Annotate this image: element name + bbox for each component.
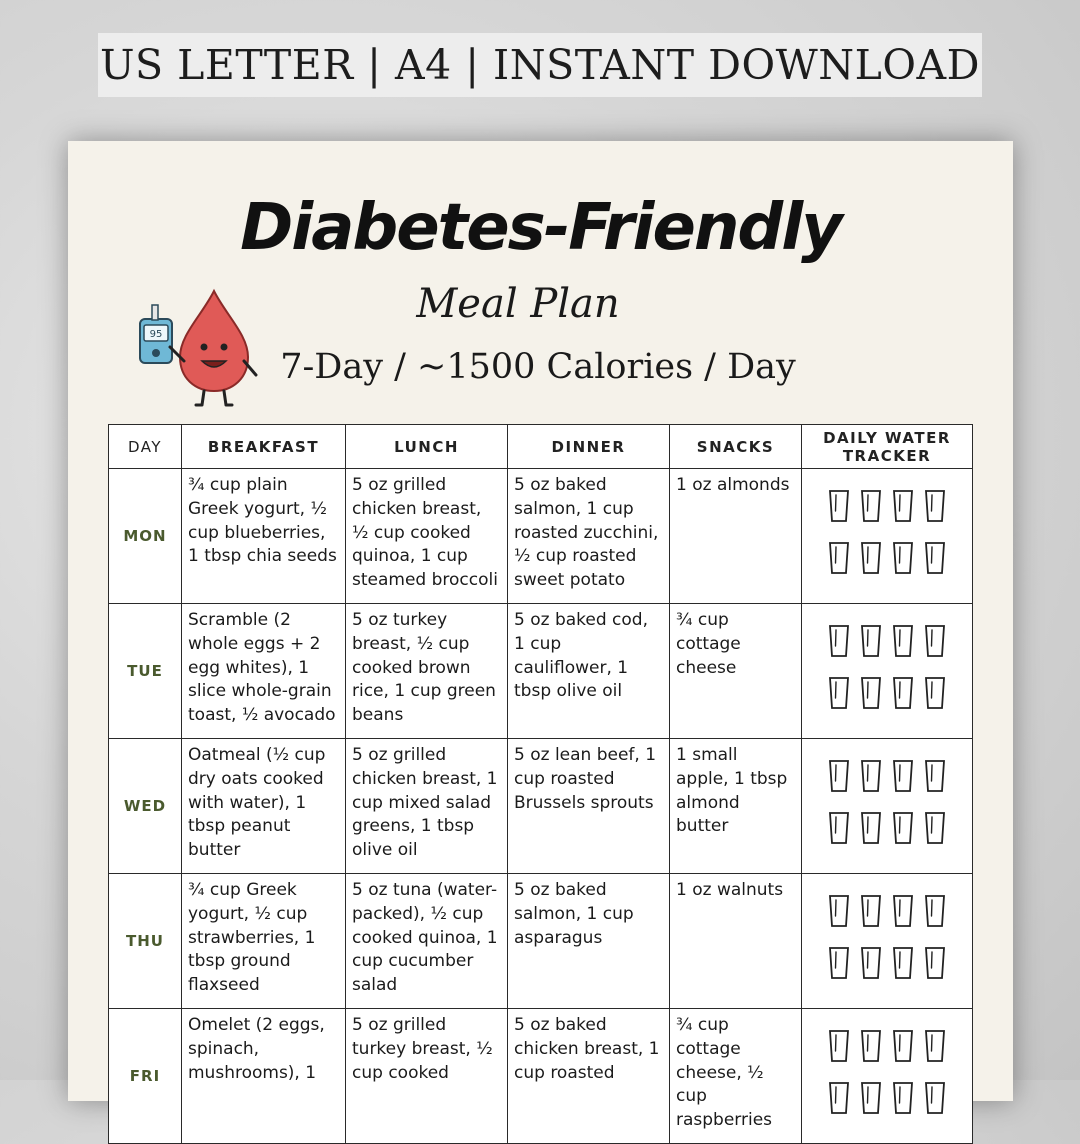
- day-label: FRI: [109, 1009, 182, 1144]
- day-label: MON: [109, 469, 182, 604]
- water-glasses: [802, 624, 972, 718]
- water-glass-icon[interactable]: [924, 946, 946, 988]
- format-banner: US LETTER | A4 | INSTANT DOWNLOAD: [98, 33, 982, 97]
- meter-reading: 95: [149, 329, 163, 340]
- water-tracker-cell: [802, 739, 973, 874]
- header-breakfast: BREAKFAST: [182, 425, 346, 469]
- water-glass-icon[interactable]: [892, 624, 914, 666]
- table-row: [109, 739, 973, 874]
- water-glass-icon[interactable]: [892, 541, 914, 583]
- page-title: Diabetes-Friendly: [240, 191, 841, 265]
- water-glass-icon[interactable]: [892, 1029, 914, 1071]
- water-glass-icon[interactable]: [924, 489, 946, 531]
- day-label: TUE: [109, 604, 182, 739]
- water-glass-icon[interactable]: [860, 489, 882, 531]
- header-day: DAY: [109, 425, 182, 469]
- table-header-row: [109, 425, 973, 469]
- water-glass-icon[interactable]: [860, 1081, 882, 1123]
- water-glass-icon[interactable]: [828, 1029, 850, 1071]
- water-glass-icon[interactable]: [924, 1081, 946, 1123]
- water-glass-icon[interactable]: [828, 489, 850, 531]
- lunch-cell: 5 oz grilled chicken breast, ½ cup cooked quinoa, 1 cup steamed broccoli: [346, 469, 508, 604]
- water-glass-icon[interactable]: [924, 811, 946, 853]
- lunch-cell: 5 oz grilled turkey breast, ½ cup cooked: [346, 1009, 508, 1144]
- water-tracker-cell: [802, 469, 973, 604]
- water-glass-icon[interactable]: [924, 541, 946, 583]
- table-row: [109, 469, 973, 604]
- header-lunch: LUNCH: [346, 425, 508, 469]
- table-row: [109, 604, 973, 739]
- snacks-cell: ¾ cup cottage cheese, ½ cup raspberries: [670, 1009, 802, 1144]
- lunch-cell: 5 oz tuna (water-packed), ½ cup cooked quinoa, 1 cup cucumber salad: [346, 874, 508, 1009]
- water-glass-icon[interactable]: [860, 1029, 882, 1071]
- lunch-cell: 5 oz grilled chicken breast, 1 cup mixed salad greens, 1 tbsp olive oil: [346, 739, 508, 874]
- water-glass-icon[interactable]: [860, 759, 882, 801]
- water-glasses: [802, 489, 972, 583]
- water-glass-icon[interactable]: [924, 676, 946, 718]
- table-row: [109, 874, 973, 1009]
- water-glass-icon[interactable]: [828, 541, 850, 583]
- breakfast-cell: Oatmeal (½ cup dry oats cooked with water), 1 tbsp peanut butter: [182, 739, 346, 874]
- day-label: THU: [109, 874, 182, 1009]
- dinner-cell: 5 oz baked salmon, 1 cup asparagus: [508, 874, 670, 1009]
- breakfast-cell: ¾ cup Greek yogurt, ½ cup strawberries, 1 tbsp ground flaxseed: [182, 874, 346, 1009]
- breakfast-cell: ¾ cup plain Greek yogurt, ½ cup blueberries, 1 tbsp chia seeds: [182, 469, 346, 604]
- water-glass-icon[interactable]: [924, 624, 946, 666]
- water-glass-icon[interactable]: [892, 811, 914, 853]
- day-label: WED: [109, 739, 182, 874]
- water-tracker-cell: [802, 874, 973, 1009]
- water-glass-icon[interactable]: [892, 1081, 914, 1123]
- dinner-cell: 5 oz lean beef, 1 cup roasted Brussels sprouts: [508, 739, 670, 874]
- header-dinner: DINNER: [508, 425, 670, 469]
- breakfast-cell: Omelet (2 eggs, spinach, mushrooms), 1: [182, 1009, 346, 1144]
- water-glass-icon[interactable]: [828, 894, 850, 936]
- calorie-line: 7-Day / ~1500 Calories / Day: [280, 347, 796, 387]
- water-glass-icon[interactable]: [828, 759, 850, 801]
- meal-plan-body: [109, 469, 973, 1144]
- water-glass-icon[interactable]: [892, 946, 914, 988]
- water-tracker-cell: [802, 604, 973, 739]
- table-row: [109, 1009, 973, 1144]
- header-water-tracker: DAILY WATER TRACKER: [802, 425, 973, 469]
- water-tracker-cell: [802, 1009, 973, 1144]
- snacks-cell: ¾ cup cottage cheese: [670, 604, 802, 739]
- dinner-cell: 5 oz baked salmon, 1 cup roasted zucchini, ½ cup roasted sweet potato: [508, 469, 670, 604]
- dinner-cell: 5 oz baked chicken breast, 1 cup roasted: [508, 1009, 670, 1144]
- water-glass-icon[interactable]: [828, 624, 850, 666]
- water-glass-icon[interactable]: [860, 676, 882, 718]
- meal-plan-table: [108, 424, 973, 1144]
- snacks-cell: 1 oz walnuts: [670, 874, 802, 1009]
- water-glass-icon[interactable]: [892, 894, 914, 936]
- water-glass-icon[interactable]: [828, 946, 850, 988]
- page-subtitle: Meal Plan: [416, 281, 620, 327]
- dinner-cell: 5 oz baked cod, 1 cup cauliflower, 1 tbsp olive oil: [508, 604, 670, 739]
- water-glass-icon[interactable]: [924, 894, 946, 936]
- water-glass-icon[interactable]: [924, 759, 946, 801]
- water-glass-icon[interactable]: [828, 1081, 850, 1123]
- meal-plan-sheet: [68, 141, 1013, 1131]
- water-glasses: [802, 894, 972, 988]
- lunch-cell: 5 oz turkey breast, ½ cup cooked brown rice, 1 cup green beans: [346, 604, 508, 739]
- snacks-cell: 1 oz almonds: [670, 469, 802, 604]
- water-glass-icon[interactable]: [860, 624, 882, 666]
- water-glass-icon[interactable]: [860, 946, 882, 988]
- water-glass-icon[interactable]: [892, 489, 914, 531]
- water-glasses: [802, 759, 972, 853]
- water-glasses: [802, 1029, 972, 1123]
- water-glass-icon[interactable]: [828, 811, 850, 853]
- header-snacks: SNACKS: [670, 425, 802, 469]
- water-glass-icon[interactable]: [860, 811, 882, 853]
- water-glass-icon[interactable]: [860, 541, 882, 583]
- water-glass-icon[interactable]: [892, 759, 914, 801]
- breakfast-cell: Scramble (2 whole eggs + 2 egg whites), 1 slice whole-grain toast, ½ avocado: [182, 604, 346, 739]
- water-glass-icon[interactable]: [892, 676, 914, 718]
- water-glass-icon[interactable]: [924, 1029, 946, 1071]
- water-glass-icon[interactable]: [860, 894, 882, 936]
- snacks-cell: 1 small apple, 1 tbsp almond butter: [670, 739, 802, 874]
- water-glass-icon[interactable]: [828, 676, 850, 718]
